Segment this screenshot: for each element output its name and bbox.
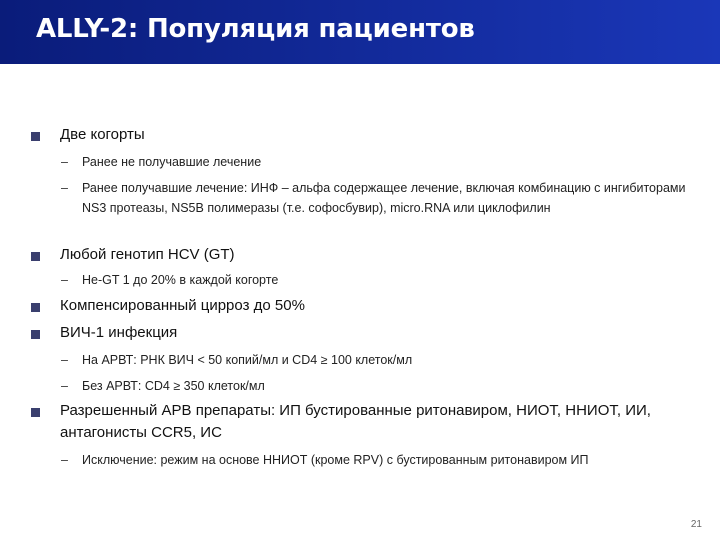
bullet-item: ВИЧ-1 инфекция — [60, 324, 178, 341]
dash-marker: – — [61, 453, 68, 467]
bullet-marker — [31, 408, 40, 417]
bullet-item: Разрешенный АРВ препараты: ИП бустированные ритонавиром, НИОТ, ННИОТ, ИИ, антагонисты CCR5, ИС — [60, 402, 651, 441]
bullet-item: Компенсированный цирроз до 50% — [60, 297, 305, 314]
dash-marker: – — [61, 155, 68, 169]
sub-bullet-item: Без АРВТ: CD4 ≥ 350 клеток/мл — [82, 379, 265, 393]
sub-bullet-item: Ранее не получавшие лечение — [82, 155, 262, 169]
sub-bullet-item: Не-GT 1 до 20% в каждой когорте — [82, 273, 279, 287]
dash-marker: – — [61, 273, 68, 287]
bullet-item: Две когорты — [60, 126, 145, 143]
bullet-marker — [31, 330, 40, 339]
slide-title: ALLY-2: Популяция пациентов — [36, 14, 475, 44]
bullet-marker — [31, 303, 40, 312]
bullet-marker — [31, 132, 40, 141]
bullet-marker — [31, 252, 40, 261]
dash-marker: – — [61, 379, 68, 393]
dash-marker: – — [61, 181, 68, 195]
sub-bullet-item: На АРВТ: РНК ВИЧ < 50 копий/мл и CD4 ≥ 100 клеток/мл — [82, 353, 413, 367]
page-number: 21 — [690, 519, 702, 530]
dash-marker: – — [61, 353, 68, 367]
sub-bullet-item: Исключение: режим на основе ННИОТ (кроме RPV) с бустированным ритонавиром ИП — [82, 453, 589, 467]
sub-bullet-item: Ранее получавшие лечение: ИНФ – альфа содержащее лечение, включая комбинацию с ингибиторами NS3 протеазы, NS5B полимеразы (т.е. софосбувир), micro.RNA или циклофилин — [82, 181, 686, 215]
title-bar — [0, 0, 720, 64]
bullet-item: Любой генотип HCV (GT) — [60, 246, 235, 263]
